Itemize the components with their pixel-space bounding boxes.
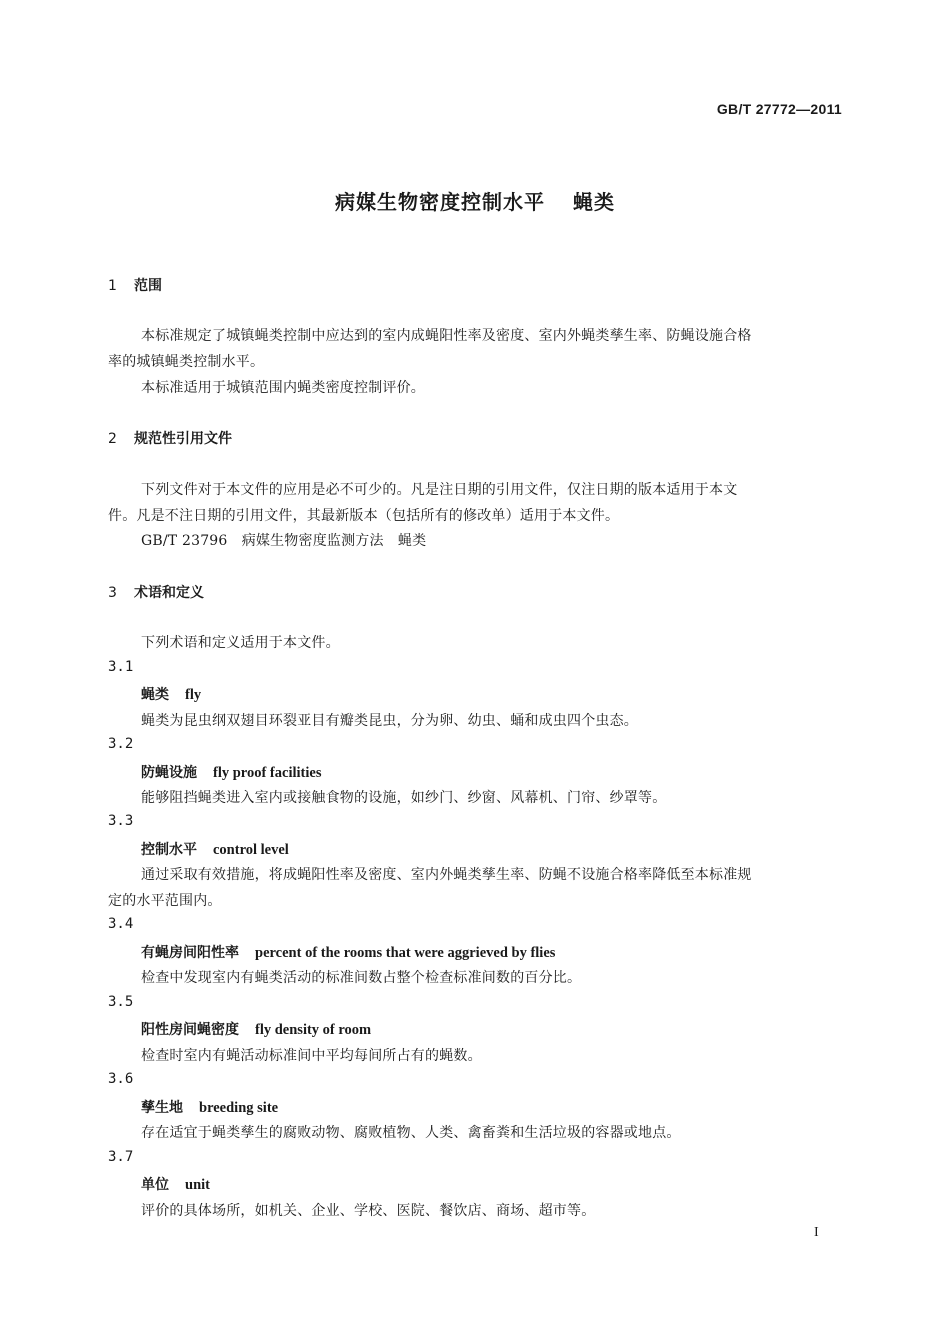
term-number: 3.1 <box>108 659 134 675</box>
section-title: 范围 <box>134 278 162 294</box>
term-number: 3.4 <box>108 916 134 932</box>
page-number: I <box>814 1225 819 1240</box>
term-definition: 能够阻挡蝇类进入室内或接触食物的设施，如纱门、纱窗、风幕机、门帘、纱罩等。 <box>141 790 667 806</box>
term-definition: 蝇类为昆虫纲双翅目环裂亚目有瓣类昆虫，分为卵、幼虫、蛹和成虫四个虫态。 <box>141 713 638 729</box>
section-title: 术语和定义 <box>134 585 204 601</box>
title-main: 病媒生物密度控制水平 <box>335 190 545 214</box>
term-number: 3.5 <box>108 994 134 1010</box>
term-name: 孳生地 breeding site <box>141 1100 279 1116</box>
section-number: 2 <box>108 431 117 447</box>
section-heading-1 <box>108 275 162 295</box>
term-number: 3.3 <box>108 813 134 829</box>
term-definition: 通过采取有效措施，将成蝇阳性率及密度、室内外蝇类孳生率、防蝇不设施合格率降低至本标准规 <box>141 867 752 883</box>
paragraph-line: 件。凡是不注日期的引用文件，其最新版本（包括所有的修改单）适用于本文件。 <box>108 508 620 524</box>
term-number: 3.2 <box>108 736 134 752</box>
section-number: 3 <box>108 585 117 601</box>
section-heading-3 <box>108 582 204 602</box>
paragraph-line: 率的城镇蝇类控制水平。 <box>108 354 265 370</box>
term-definition: 评价的具体场所，如机关、企业、学校、医院、餐饮店、商场、超市等。 <box>141 1203 596 1219</box>
standard-code: GB/T 27772—2011 <box>716 101 842 117</box>
reference-line: GB/T 23796 病媒生物密度监测方法 蝇类 <box>141 533 427 549</box>
term-definition: 检查中发现室内有蝇类活动的标准间数占整个检查标准间数的百分比。 <box>141 970 582 986</box>
term-number: 3.7 <box>108 1149 134 1165</box>
paragraph-line: 下列文件对于本文件的应用是必不可少的。凡是注日期的引用文件，仅注日期的版本适用于本文 <box>141 482 738 498</box>
title-sub: 蝇类 <box>573 190 615 214</box>
term-definition: 存在适宜于蝇类孳生的腐败动物、腐败植物、人类、禽畜粪和生活垃圾的容器或地点。 <box>141 1125 681 1141</box>
document-title <box>0 186 950 215</box>
term-name: 单位 unit <box>141 1177 210 1193</box>
term-name: 蝇类 fly <box>141 687 202 703</box>
term-name: 阳性房间蝇密度 fly density of room <box>141 1022 372 1038</box>
term-number: 3.6 <box>108 1071 134 1087</box>
paragraph-line: 本标准规定了城镇蝇类控制中应达到的室内成蝇阳性率及密度、室内外蝇类孳生率、防蝇设施合格 <box>141 328 752 344</box>
term-name: 控制水平 control level <box>141 842 289 858</box>
term-name: 防蝇设施 fly proof facilities <box>141 765 322 781</box>
term-definition: 定的水平范围内。 <box>108 893 222 909</box>
term-name: 有蝇房间阳性率 percent of the rooms that were aggrieved by flies <box>141 945 556 961</box>
paragraph-line: 下列术语和定义适用于本文件。 <box>141 635 340 651</box>
section-heading-2 <box>108 428 232 448</box>
section-number: 1 <box>108 278 117 294</box>
paragraph-line: 本标准适用于城镇范围内蝇类密度控制评价。 <box>141 380 425 396</box>
section-title: 规范性引用文件 <box>134 431 232 447</box>
term-definition: 检查时室内有蝇活动标准间中平均每间所占有的蝇数。 <box>141 1048 482 1064</box>
